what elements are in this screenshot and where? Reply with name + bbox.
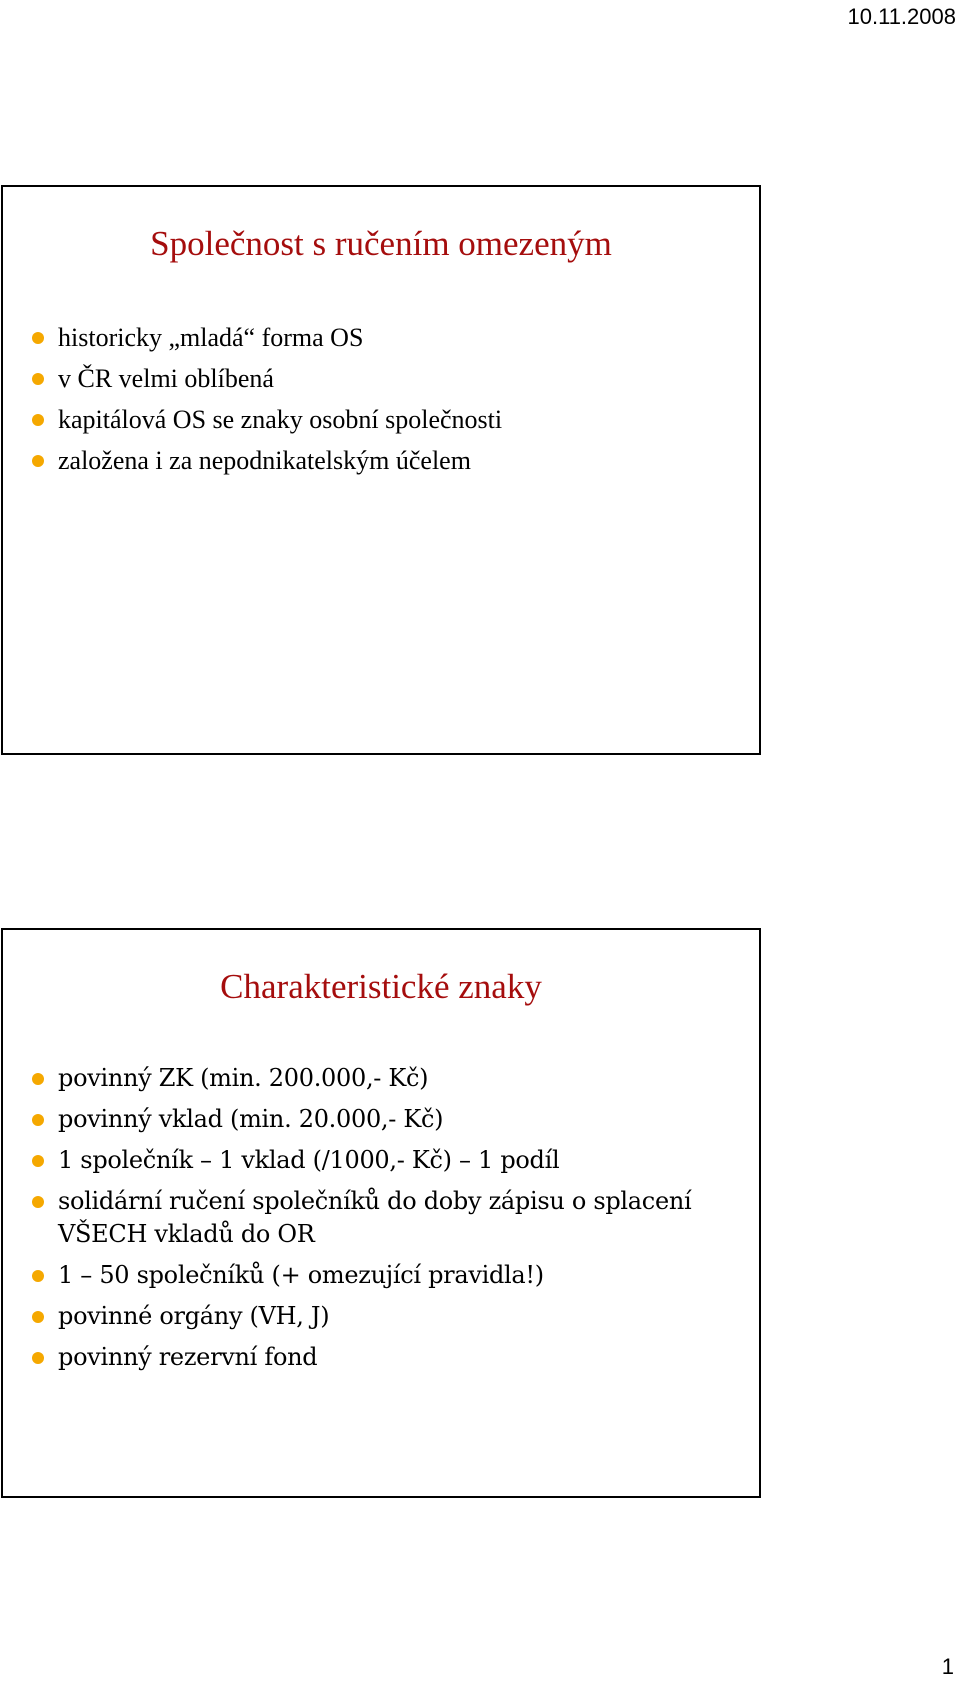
list-item [3,317,759,358]
list-item-text: povinný ZK (min. 200.000,- Kč) [58,1064,429,1092]
list-item-text: 1 – 50 společníků (+ omezující pravidla!) [58,1261,544,1289]
list-item-text: 1 společník – 1 vklad (/1000,- Kč) – 1 podíl [58,1146,560,1174]
list-item [3,358,759,399]
list-item [3,1181,759,1255]
slide-2 [1,928,761,1498]
list-item-text: historicky „mladá“ forma OS [58,323,364,352]
bullet-dot-icon [32,1114,44,1126]
list-item-text: solidární ručení společníků do doby zápisu o splacení VŠECH vkladů do OR [58,1187,692,1248]
bullet-dot-icon [32,1352,44,1364]
bullet-dot-icon [32,455,44,467]
slide-title: Charakteristické znaky [220,967,542,1006]
list-item-text: kapitálová OS se znaky osobní společnosti [58,405,503,434]
bullet-dot-icon [32,1270,44,1282]
list-item [3,1099,759,1140]
page-number: 1 [941,1654,954,1679]
list-item-text: v ČR velmi oblíbená [58,364,274,393]
bullet-dot-icon [32,1196,44,1208]
bullet-dot-icon [32,1155,44,1167]
bullet-list [3,317,759,481]
list-item-text: založena i za nepodnikatelským účelem [58,446,471,475]
slide-1 [1,185,761,755]
bullet-list [3,1058,759,1378]
bullet-dot-icon [32,1311,44,1323]
list-item [3,440,759,481]
list-item [3,1255,759,1296]
bullet-dot-icon [32,373,44,385]
list-item [3,1058,759,1099]
bullet-dot-icon [32,332,44,344]
list-item-text: povinný vklad (min. 20.000,- Kč) [58,1105,444,1133]
list-item [3,1140,759,1181]
list-item [3,1296,759,1337]
list-item [3,399,759,440]
slide-title: Společnost s ručením omezeným [150,224,612,263]
list-item-text: povinný rezervní fond [58,1343,318,1371]
list-item [3,1337,759,1378]
page-date: 10.11.2008 [847,4,956,29]
bullet-dot-icon [32,1073,44,1085]
bullet-dot-icon [32,414,44,426]
list-item-text: povinné orgány (VH, J) [58,1302,330,1330]
